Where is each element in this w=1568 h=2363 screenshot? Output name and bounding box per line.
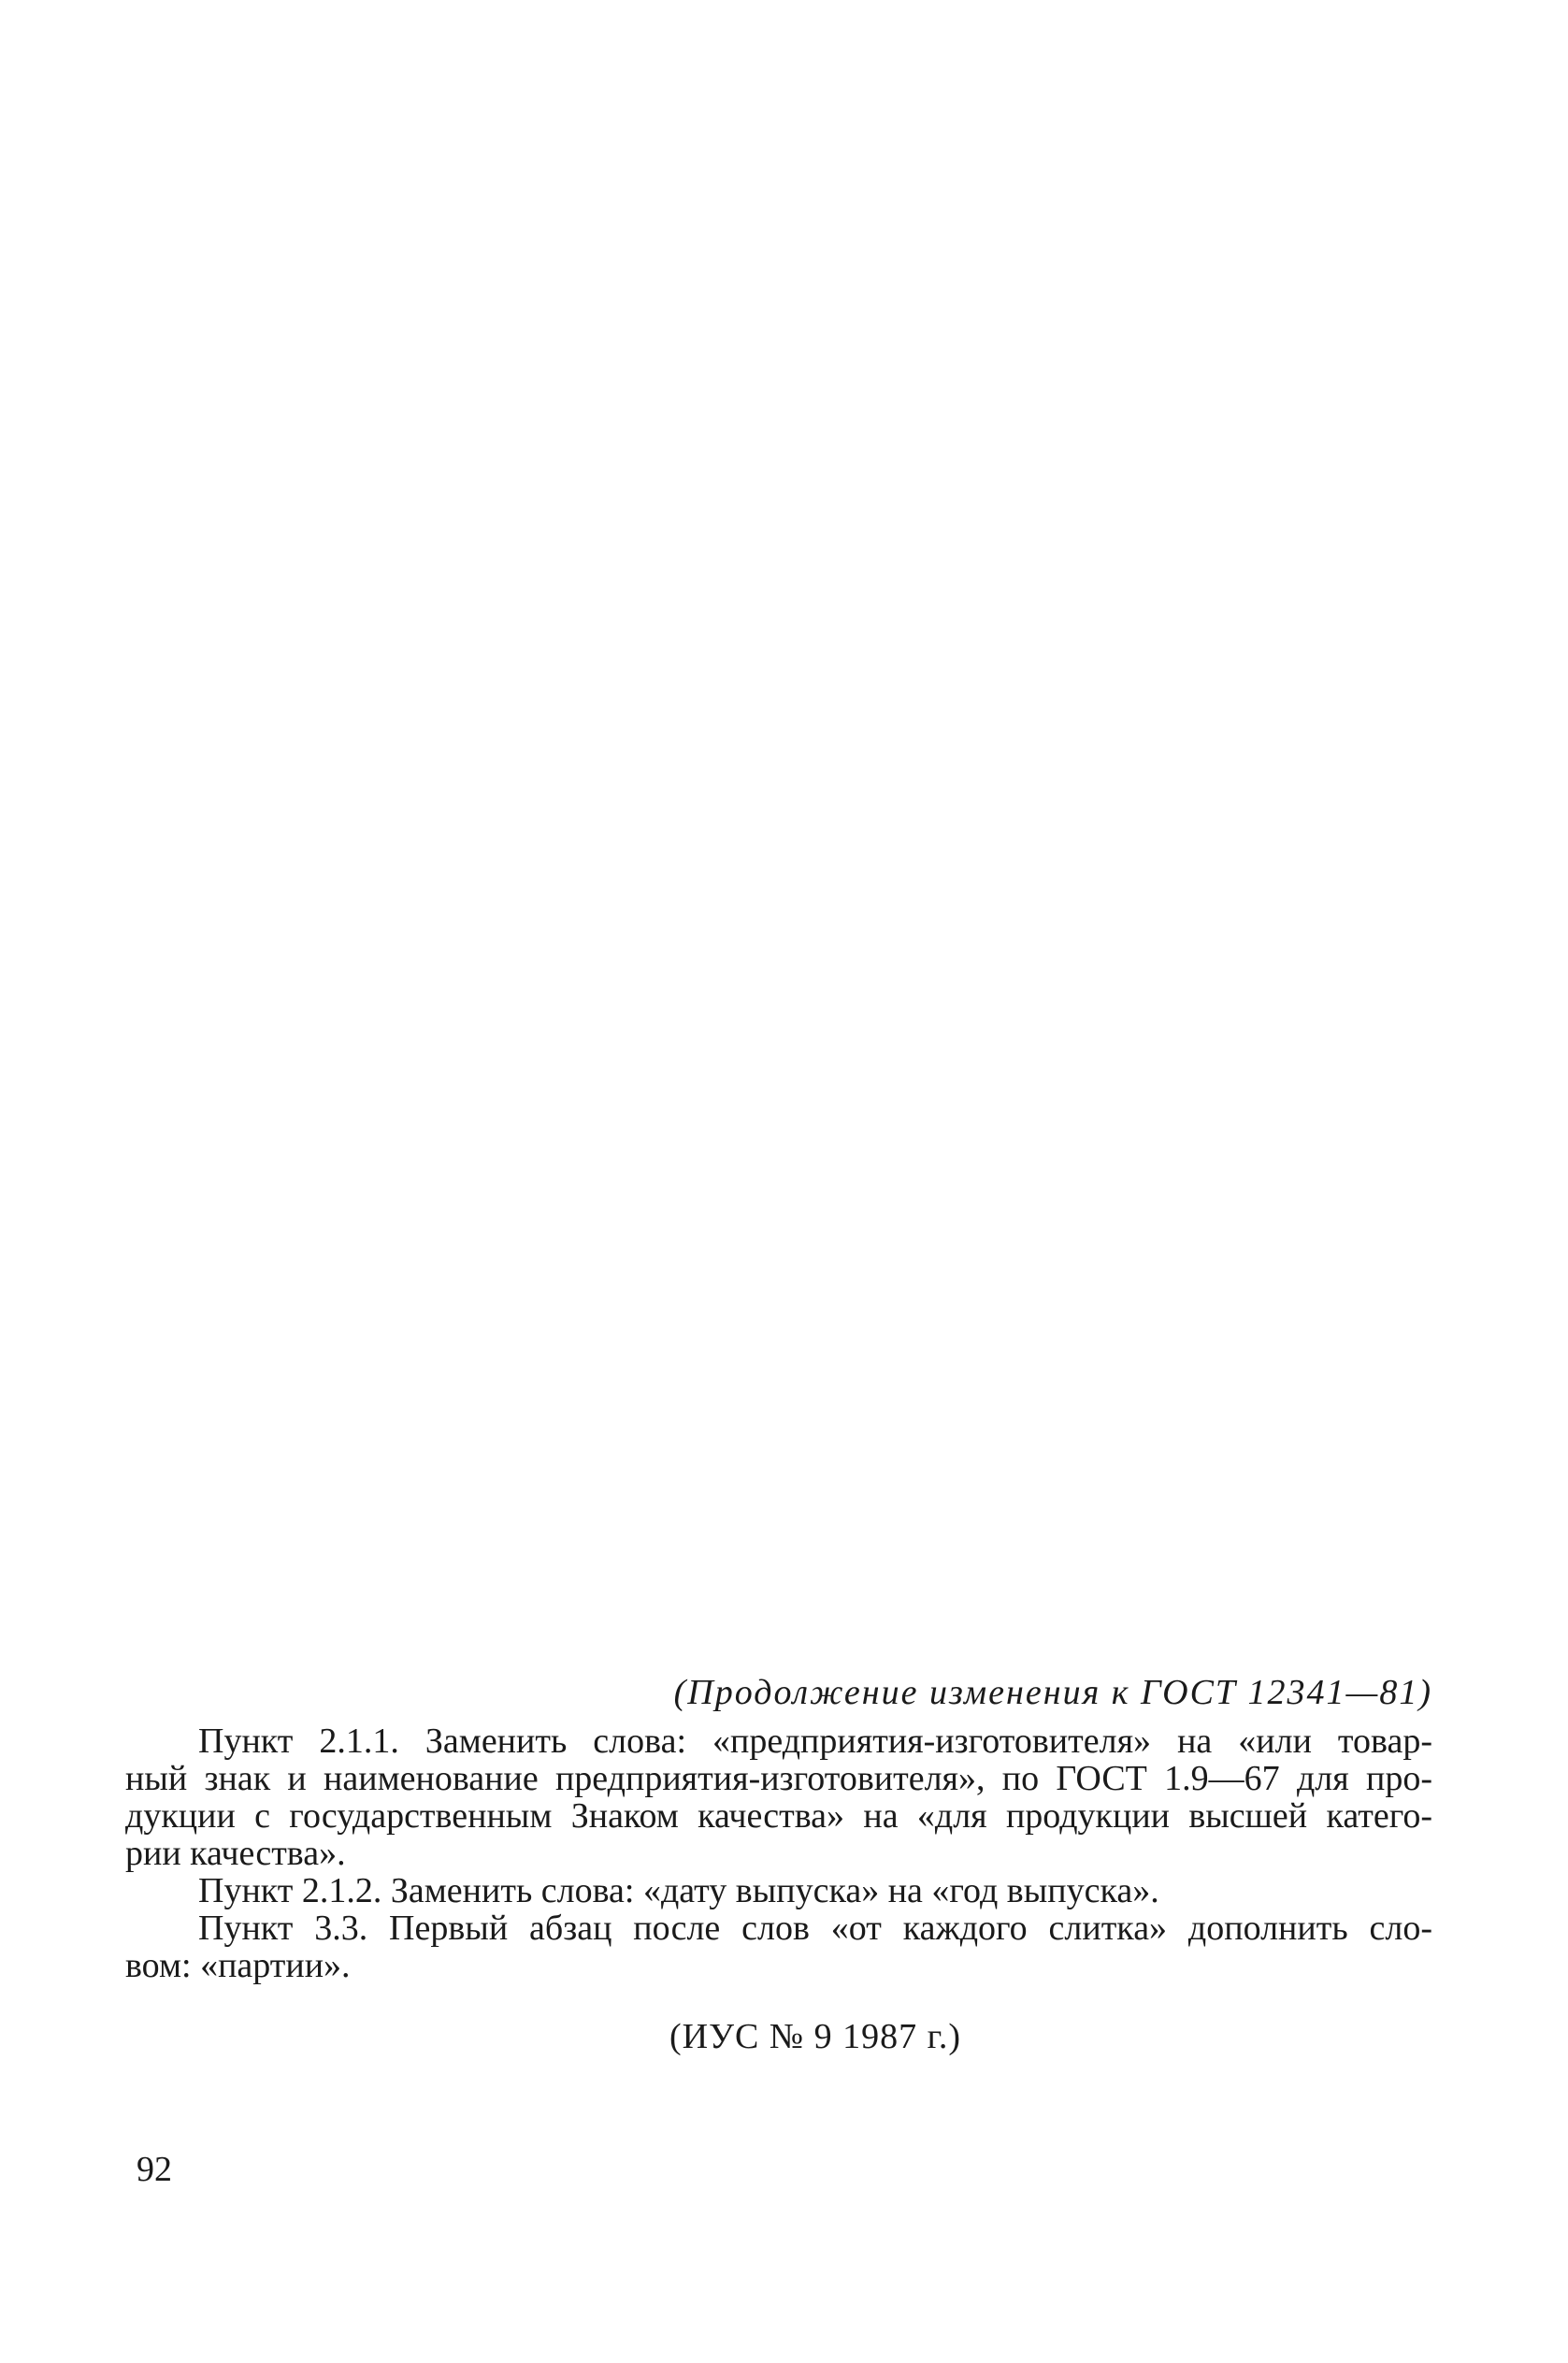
paragraph-line: Пункт 2.1.2. Заменить слова: «дату выпуска» на «год выпуска». (198, 1871, 1159, 1910)
paragraph-line: Пункт 3.3. Первый абзац после слов «от каждого слитка» дополнить сло- (198, 1909, 1432, 1948)
paragraph-item-2-1-2 (198, 1872, 1432, 1909)
paragraph-item-2-1-1 (125, 1722, 1432, 1873)
paragraph-line: ный знак и наименование предприятия-изготовителя», по ГОСТ 1.9—67 для про- (125, 1759, 1432, 1798)
paragraph-line: дукции с государственным Знаком качества» на «для продукции высшей катего- (125, 1796, 1432, 1836)
paragraph-line: вом: «партии». (125, 1946, 351, 1985)
paragraph-line: Пункт 2.1.1. Заменить слова: «предприятия-изготовителя» на «или товар- (198, 1722, 1432, 1761)
document-body (125, 1673, 1432, 2056)
page-number: 92 (137, 2150, 172, 2189)
continuation-heading: (Продолжение изменения к ГОСТ 12341—81) (673, 1673, 1432, 1712)
paragraph-item-3-3 (125, 1909, 1432, 1985)
source-reference: (ИУС № 9 1987 г.) (669, 2017, 962, 2056)
paragraph-line: рии качества». (125, 1834, 346, 1873)
